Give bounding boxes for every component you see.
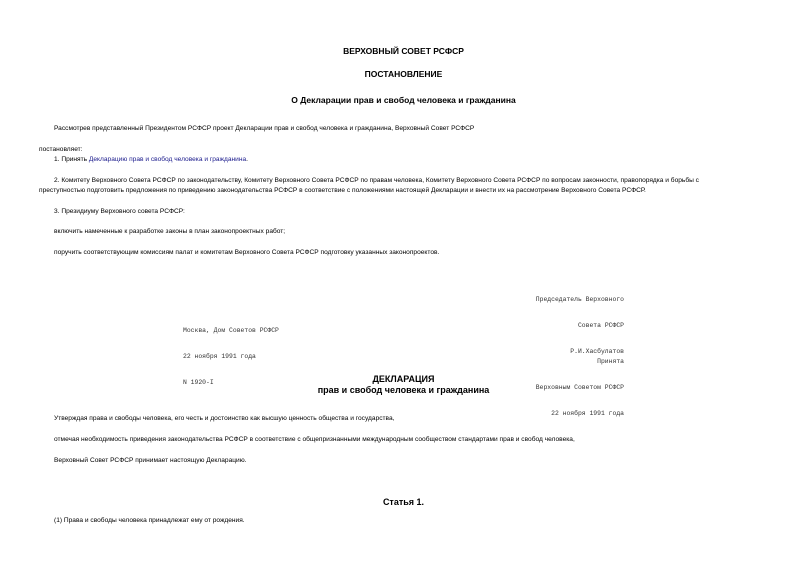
adoption-line-3: 22 ноября 1991 года	[551, 409, 624, 417]
item-1-prefix: 1. Принять	[54, 156, 89, 163]
signature-line-3: Р.И.Хасбулатов	[570, 347, 624, 355]
date-line: 22 ноября 1991 года	[183, 352, 256, 360]
article-1-title: Статья 1.	[382, 497, 425, 507]
signature-line-1: Председатель Верховного	[535, 296, 624, 304]
adoption-line-1: Принята	[597, 358, 624, 366]
declaration-title: ДЕКЛАРАЦИЯ	[372, 374, 435, 384]
number-line: N 1920-I	[183, 378, 214, 386]
resolution-item-2-line-2: преступностью подготовить предложения по приведению законодательства РСФСР в соответствие с положениями настоящей Декларации и внести их на рассмотрение Верховного Совета РСФСР.	[39, 187, 646, 194]
council-heading: ВЕРХОВНЫЙ СОВЕТ РСФСР	[343, 46, 464, 56]
declaration-paragraph-2: отмечая необходимость приведения законодательства РСФСР в соответствие с общепризнанными международным сообществом стандартами прав и свобод человека,	[54, 436, 575, 443]
resolution-decrees: постановляет:	[39, 146, 83, 153]
declaration-link[interactable]: Декларацию прав и свобод человека и гражданина	[88, 156, 247, 163]
place-line: Москва, Дом Советов РСФСР	[183, 327, 279, 335]
resolution-item-1	[54, 155, 248, 165]
adoption-line-2: Верховным Советом РСФСР	[535, 383, 624, 391]
item-1-suffix: .	[246, 156, 248, 163]
declaration-paragraph-3: Верховный Совет РСФСР принимает настоящую Декларацию.	[54, 457, 247, 464]
declaration-subtitle: прав и свобод человека и гражданина	[317, 385, 490, 395]
resolution-intro: Рассмотрев представленный Президентом РСФСР проект Декларации прав и свобод человека и гражданина, Верховный Совет РСФСР	[54, 125, 475, 132]
resolution-item-3: 3. Президиуму Верховного совета РСФСР:	[54, 208, 185, 215]
declaration-paragraph-1: Утверждая права и свободы человека, его честь и достоинство как высшую ценность общества и государства,	[54, 415, 395, 422]
signature-line-2: Совета РСФСР	[577, 321, 624, 329]
resolution-item-3a: включить намеченные к разработке законы в план законопроектных работ;	[54, 228, 286, 235]
resolution-item-3b: поручить соответствующим комиссиям палат и комитетам Верховного Совета РСФСР подготовку указанных законопроектов.	[54, 249, 440, 256]
resolution-item-2-line-1: 2. Комитету Верховного Совета РСФСР по законодательству, Комитету Верховного Совета РСФСР по правам человека, Комитету Верховного Совета РСФСР по вопросам законности, правопорядка и борьбы с	[54, 177, 699, 184]
doc-type-heading: ПОСТАНОВЛЕНИЕ	[364, 69, 443, 79]
resolution-title: О Декларации прав и свобод человека и гражданина	[291, 95, 516, 105]
article-1-paragraph-1: (1) Права и свободы человека принадлежат ему от рождения.	[54, 517, 245, 524]
